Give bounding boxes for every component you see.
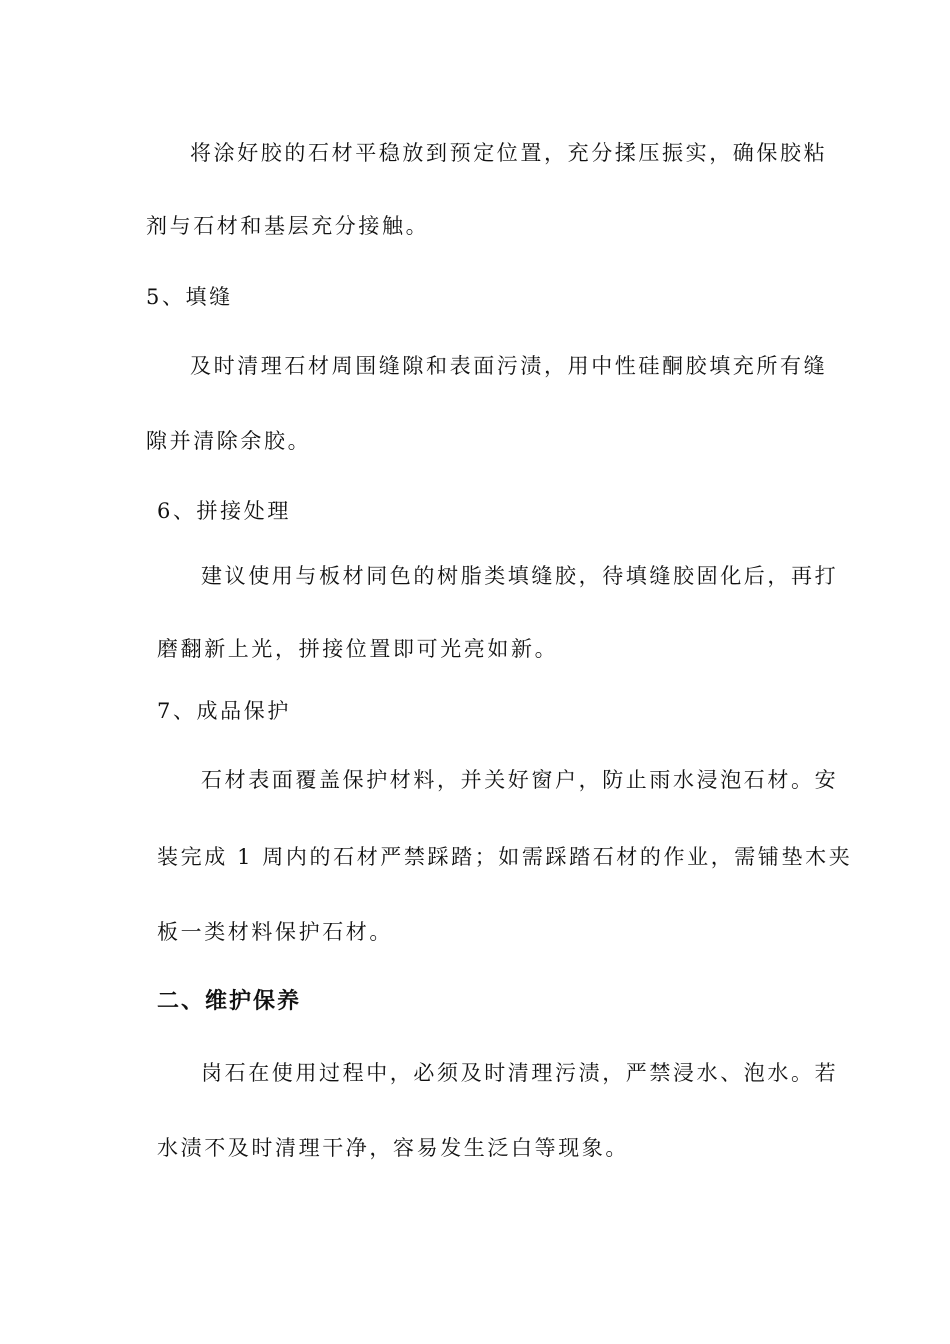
paragraph-line: 石材表面覆盖保护材料，并关好窗户，防止雨水浸泡石材。安 (201, 768, 839, 792)
section-heading-6: 6、拼接处理 (157, 499, 291, 523)
section-heading-7: 7、成品保护 (157, 699, 291, 723)
paragraph-line: 磨翻新上光，拼接位置即可光亮如新。 (157, 637, 559, 661)
paragraph-line: 剂与石材和基层充分接触。 (146, 214, 430, 238)
paragraph-line: 建议使用与板材同色的树脂类填缝胶，待填缝胶固化后，再打 (201, 564, 839, 588)
paragraph-line: 将涂好胶的石材平稳放到预定位置，充分揉压振实，确保胶粘 (190, 141, 828, 165)
paragraph-line: 板一类材料保护石材。 (157, 920, 393, 944)
paragraph-line: 岗石在使用过程中，必须及时清理污渍，严禁浸水、泡水。若 (201, 1061, 839, 1085)
section-heading-5: 5、填缝 (146, 285, 233, 309)
paragraph-line: 装完成 1 周内的石材严禁踩踏；如需踩踏石材的作业，需铺垫木夹 (157, 845, 853, 869)
paragraph-line: 隙并清除余胶。 (146, 429, 312, 453)
section-title: 二、维护保养 (157, 989, 302, 1014)
paragraph-line: 及时清理石材周围缝隙和表面污渍，用中性硅酮胶填充所有缝 (190, 354, 828, 378)
paragraph-line: 水渍不及时清理干净，容易发生泛白等现象。 (157, 1136, 629, 1160)
